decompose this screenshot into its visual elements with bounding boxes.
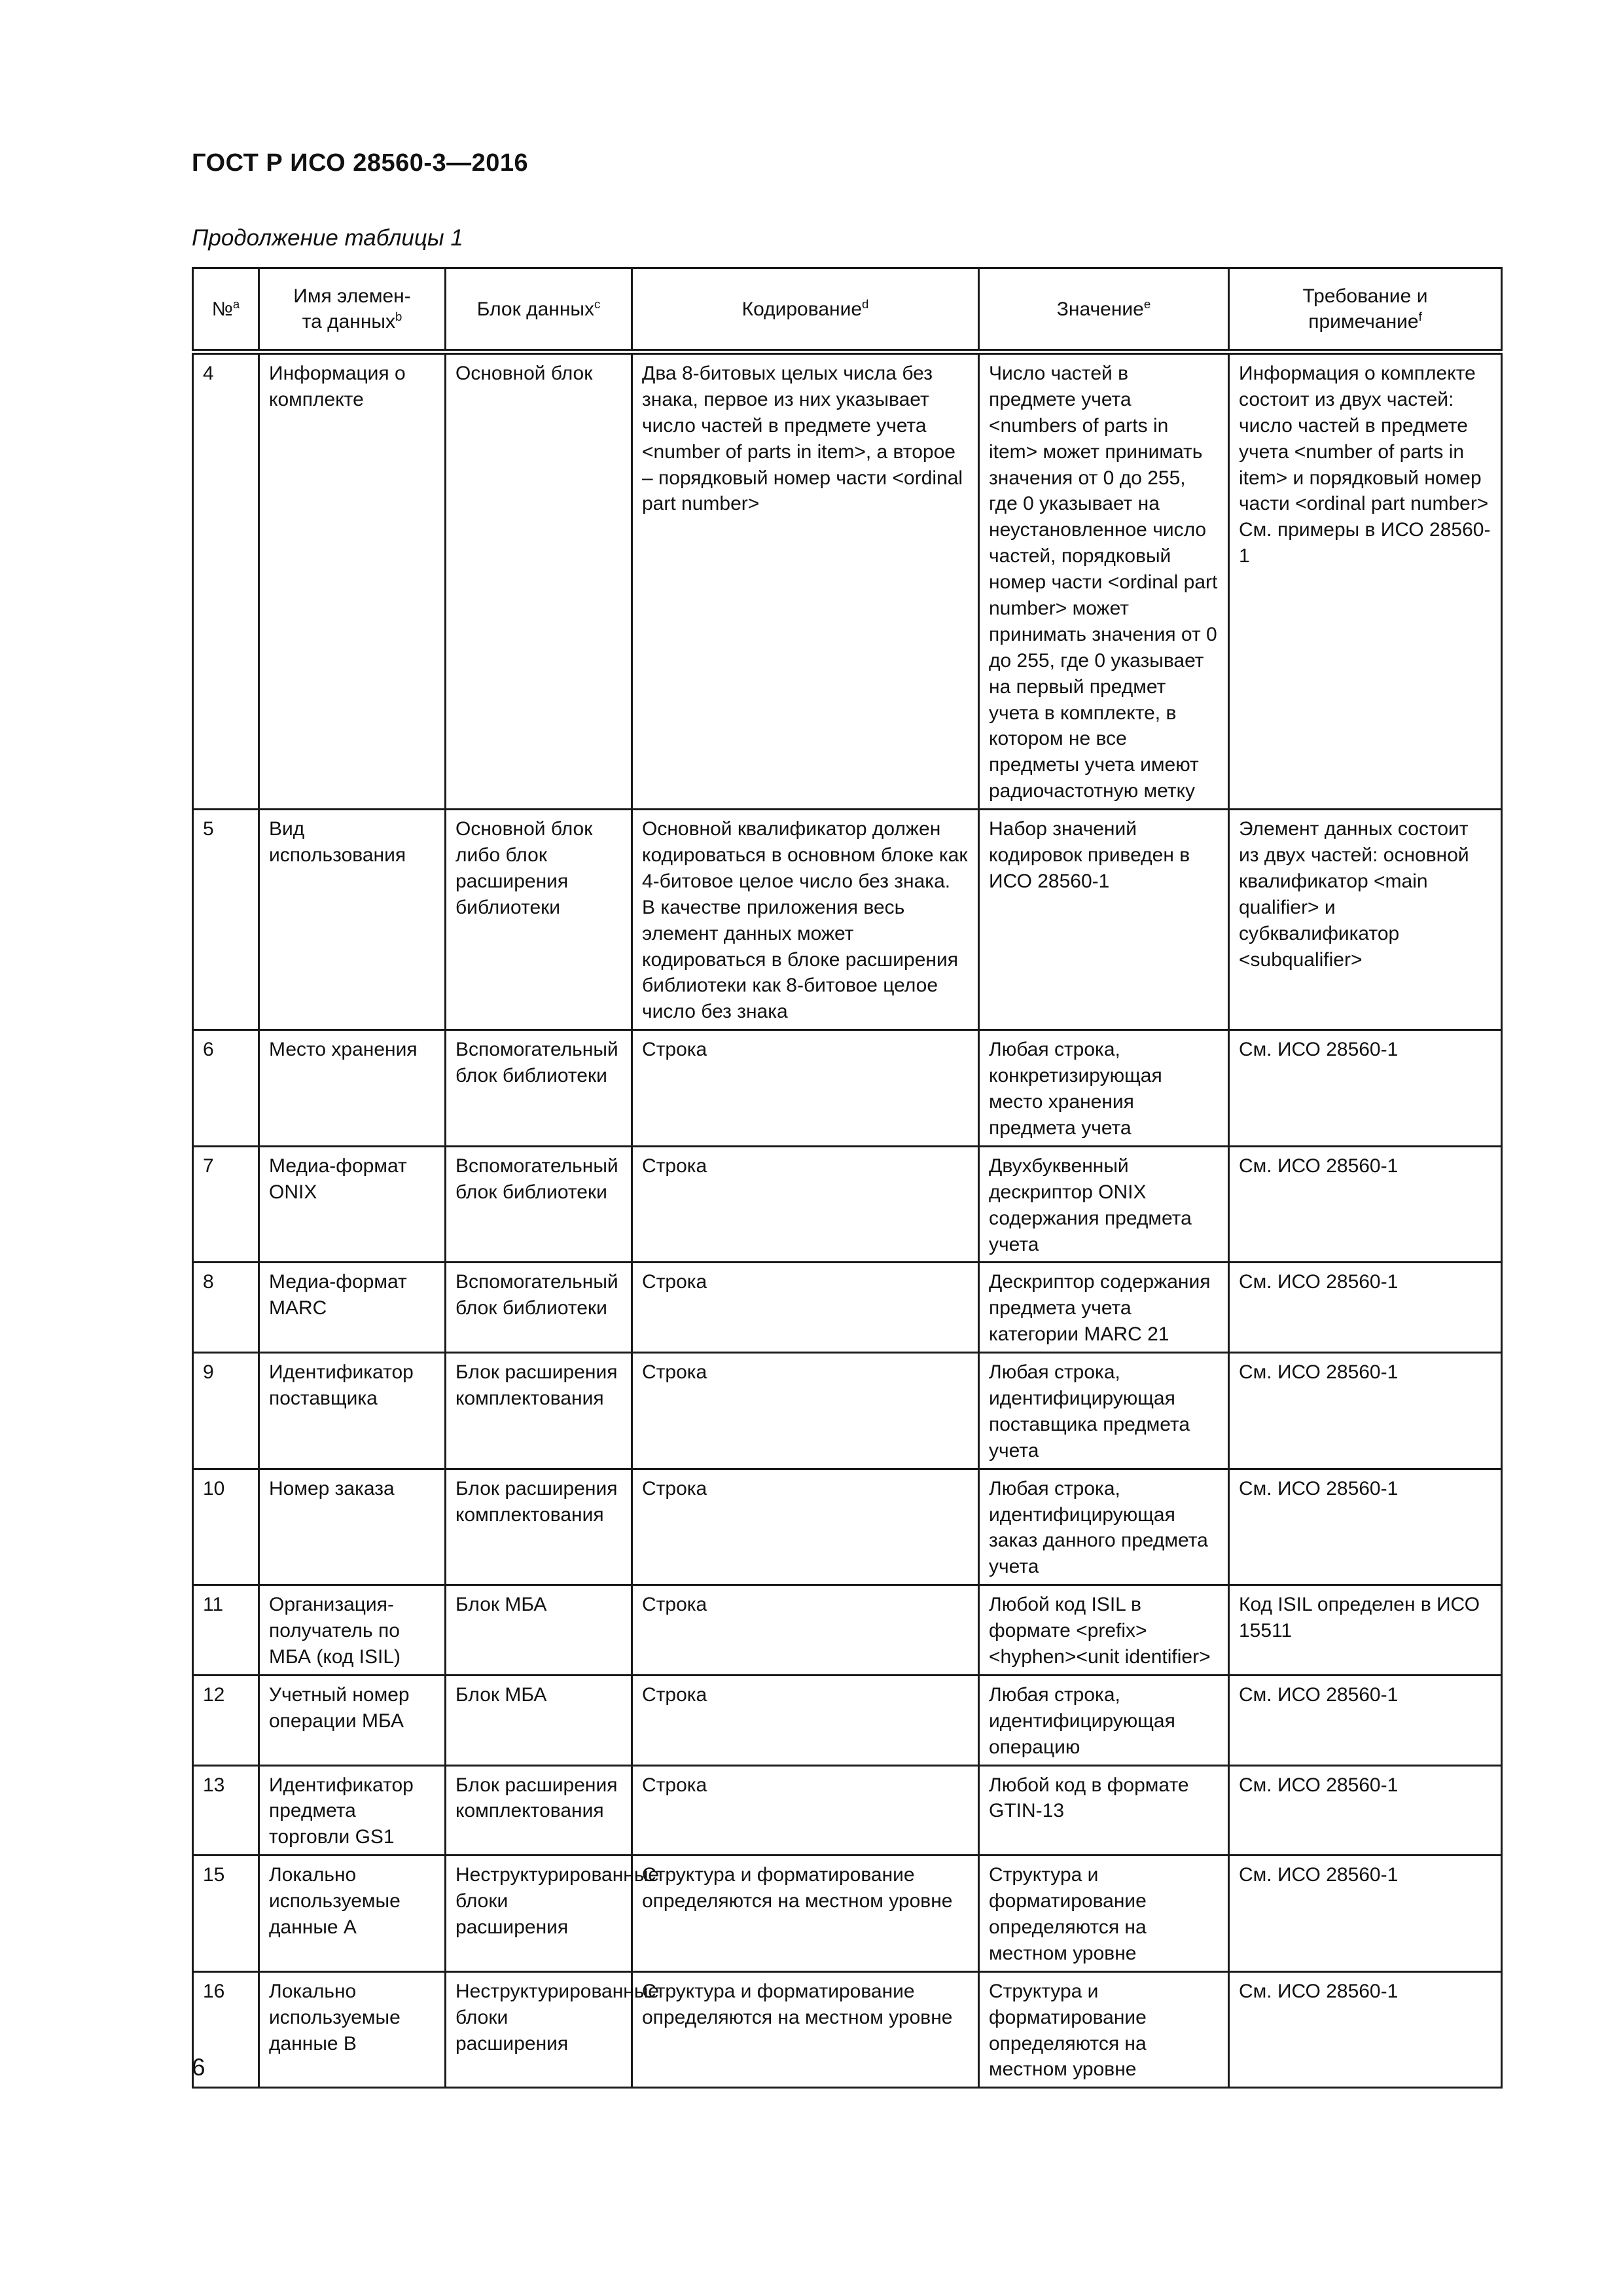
cell-note: Код ISIL определен в ИСО 15511 <box>1229 1585 1502 1676</box>
header-cell-number: №$^a$ <box>193 268 259 352</box>
table-row <box>193 1030 1502 1147</box>
header-cell-coding: Кодирование$^d$ <box>632 268 979 352</box>
table-header-row <box>193 268 1502 352</box>
cell-number: 4 <box>193 352 259 810</box>
cell-data-block: Основной блок <box>446 352 632 810</box>
cell-note: См. ИСО 28560-1 <box>1229 1030 1502 1147</box>
cell-coding: Строка <box>632 1030 979 1147</box>
cell-value: Структура и форматирование определяются на местном уровне <box>979 1856 1229 1972</box>
cell-element-name: Учетный номер операции МБА <box>259 1675 446 1765</box>
cell-element-name: Информация о комплекте <box>259 352 446 810</box>
cell-data-block: Основной блок либо блок расширения библиотеки <box>446 810 632 1030</box>
cell-data-block: Блок расширения комплектования <box>446 1469 632 1585</box>
table-row <box>193 352 1502 810</box>
cell-note: См. ИСО 28560-1 <box>1229 1263 1502 1353</box>
cell-value: Набор значений кодировок приведен в ИСО 28560-1 <box>979 810 1229 1030</box>
cell-number: 13 <box>193 1765 259 1856</box>
table-row <box>193 1971 1502 2088</box>
cell-coding: Строка <box>632 1263 979 1353</box>
cell-element-name: Локально используемые данные B <box>259 1971 446 2088</box>
cell-value: Любая строка, конкретизирующая место хранения предмета учета <box>979 1030 1229 1147</box>
cell-number: 11 <box>193 1585 259 1676</box>
table-row <box>193 1675 1502 1765</box>
document-title: ГОСТ Р ИСО 28560-3—2016 <box>192 149 529 177</box>
table-row <box>193 1146 1502 1263</box>
cell-value: Любой код ISIL в формате <prefix><hyphen><unit identifier> <box>979 1585 1229 1676</box>
table-row <box>193 1856 1502 1972</box>
cell-element-name: Медиа-формат MARC <box>259 1263 446 1353</box>
cell-number: 8 <box>193 1263 259 1353</box>
cell-note: См. ИСО 28560-1 <box>1229 1353 1502 1469</box>
cell-value: Любая строка, идентифицирующая операцию <box>979 1675 1229 1765</box>
cell-note: См. ИСО 28560-1 <box>1229 1675 1502 1765</box>
cell-number: 6 <box>193 1030 259 1147</box>
cell-number: 9 <box>193 1353 259 1469</box>
header-cell-data-block: Блок данных$^c$ <box>446 268 632 352</box>
cell-value: Структура и форматирование определяются на местном уровне <box>979 1971 1229 2088</box>
cell-coding: Два 8-битовых целых числа без знака, первое из них указывает число частей в предмете учета <number of parts in item>, а второе – порядковый номер части <ordinal part number> <box>632 352 979 810</box>
header-cell-value: Значение$^e$ <box>979 268 1229 352</box>
cell-value: Дескриптор содержания предмета учета категории MARC 21 <box>979 1263 1229 1353</box>
cell-value: Число частей в предмете учета <numbers of parts in item> может принимать значения от 0 до 255, где 0 указывает на неустановленное число частей, порядковый номер части <ordinal part number> может принимать значения от 0 до 255, где 0 указывает на первый предмет учета в комплекте, в котором не все предметы учета имеют радиочастотную метку <box>979 352 1229 810</box>
cell-data-block: Блок расширения комплектования <box>446 1353 632 1469</box>
cell-coding: Структура и форматирование определяются на местном уровне <box>632 1856 979 1972</box>
standard-table <box>192 267 1503 2089</box>
cell-value: Любой код в формате GTIN-13 <box>979 1765 1229 1856</box>
cell-value: Двухбуквенный дескриптор ONIX содержания предмета учета <box>979 1146 1229 1263</box>
cell-coding: Строка <box>632 1765 979 1856</box>
table-row <box>193 1585 1502 1676</box>
cell-coding: Структура и форматирование определяются на местном уровне <box>632 1971 979 2088</box>
cell-number: 16 <box>193 1971 259 2088</box>
cell-element-name: Место хранения <box>259 1030 446 1147</box>
cell-data-block: Вспомогательный блок библиотеки <box>446 1030 632 1147</box>
cell-element-name: Локально используемые данные A <box>259 1856 446 1972</box>
cell-value: Любая строка, идентифицирующая поставщика предмета учета <box>979 1353 1229 1469</box>
table-row <box>193 1765 1502 1856</box>
cell-element-name: Организация-получатель по МБА (код ISIL) <box>259 1585 446 1676</box>
cell-element-name: Идентификатор поставщика <box>259 1353 446 1469</box>
cell-data-block: Неструктурированные блоки расширения <box>446 1971 632 2088</box>
cell-element-name: Идентификатор предмета торговли GS1 <box>259 1765 446 1856</box>
cell-data-block: Блок МБА <box>446 1675 632 1765</box>
cell-number: 10 <box>193 1469 259 1585</box>
cell-note: См. ИСО 28560-1 <box>1229 1765 1502 1856</box>
cell-coding: Основной квалификатор должен кодироваться в основном блоке как 4-битовое целое число без знака. В качестве приложения весь элемент данных может кодироваться в блоке расширения библиотеки как 8-битовое целое число без знака <box>632 810 979 1030</box>
cell-number: 5 <box>193 810 259 1030</box>
cell-note: См. ИСО 28560-1 <box>1229 1856 1502 1972</box>
cell-note: Элемент данных состоит из двух частей: основной квалификатор <main qualifier> и субквалификатор <subqualifier> <box>1229 810 1502 1030</box>
table-row <box>193 1263 1502 1353</box>
header-cell-element-name: Имя элемен- та данных$^b$ <box>259 268 446 352</box>
cell-note: Информация о комплекте состоит из двух частей: число частей в предмете учета <number of parts in item> и порядковый номер части <ordinal part number> См. примеры в ИСО 28560-1 <box>1229 352 1502 810</box>
header-cell-requirement-note: Требование и примечание$^f$ <box>1229 268 1502 352</box>
cell-element-name: Номер заказа <box>259 1469 446 1585</box>
cell-number: 12 <box>193 1675 259 1765</box>
cell-value: Любая строка, идентифицирующая заказ данного предмета учета <box>979 1469 1229 1585</box>
table-row <box>193 810 1502 1030</box>
page-number: 6 <box>192 2054 205 2081</box>
cell-data-block: Вспомогательный блок библиотеки <box>446 1146 632 1263</box>
cell-note: См. ИСО 28560-1 <box>1229 1971 1502 2088</box>
cell-data-block: Вспомогательный блок библиотеки <box>446 1263 632 1353</box>
cell-number: 15 <box>193 1856 259 1972</box>
cell-coding: Строка <box>632 1675 979 1765</box>
cell-data-block: Блок МБА <box>446 1585 632 1676</box>
cell-element-name: Вид использования <box>259 810 446 1030</box>
cell-data-block: Блок расширения комплектования <box>446 1765 632 1856</box>
cell-note: См. ИСО 28560-1 <box>1229 1469 1502 1585</box>
cell-coding: Строка <box>632 1585 979 1676</box>
cell-data-block: Неструктурированные блоки расширения <box>446 1856 632 1972</box>
table-caption: Продолжение таблицы 1 <box>192 225 463 251</box>
table-row <box>193 1469 1502 1585</box>
table-row <box>193 1353 1502 1469</box>
cell-note: См. ИСО 28560-1 <box>1229 1146 1502 1263</box>
cell-coding: Строка <box>632 1469 979 1585</box>
cell-number: 7 <box>193 1146 259 1263</box>
cell-element-name: Медиа-формат ONIX <box>259 1146 446 1263</box>
cell-coding: Строка <box>632 1146 979 1263</box>
cell-coding: Строка <box>632 1353 979 1469</box>
